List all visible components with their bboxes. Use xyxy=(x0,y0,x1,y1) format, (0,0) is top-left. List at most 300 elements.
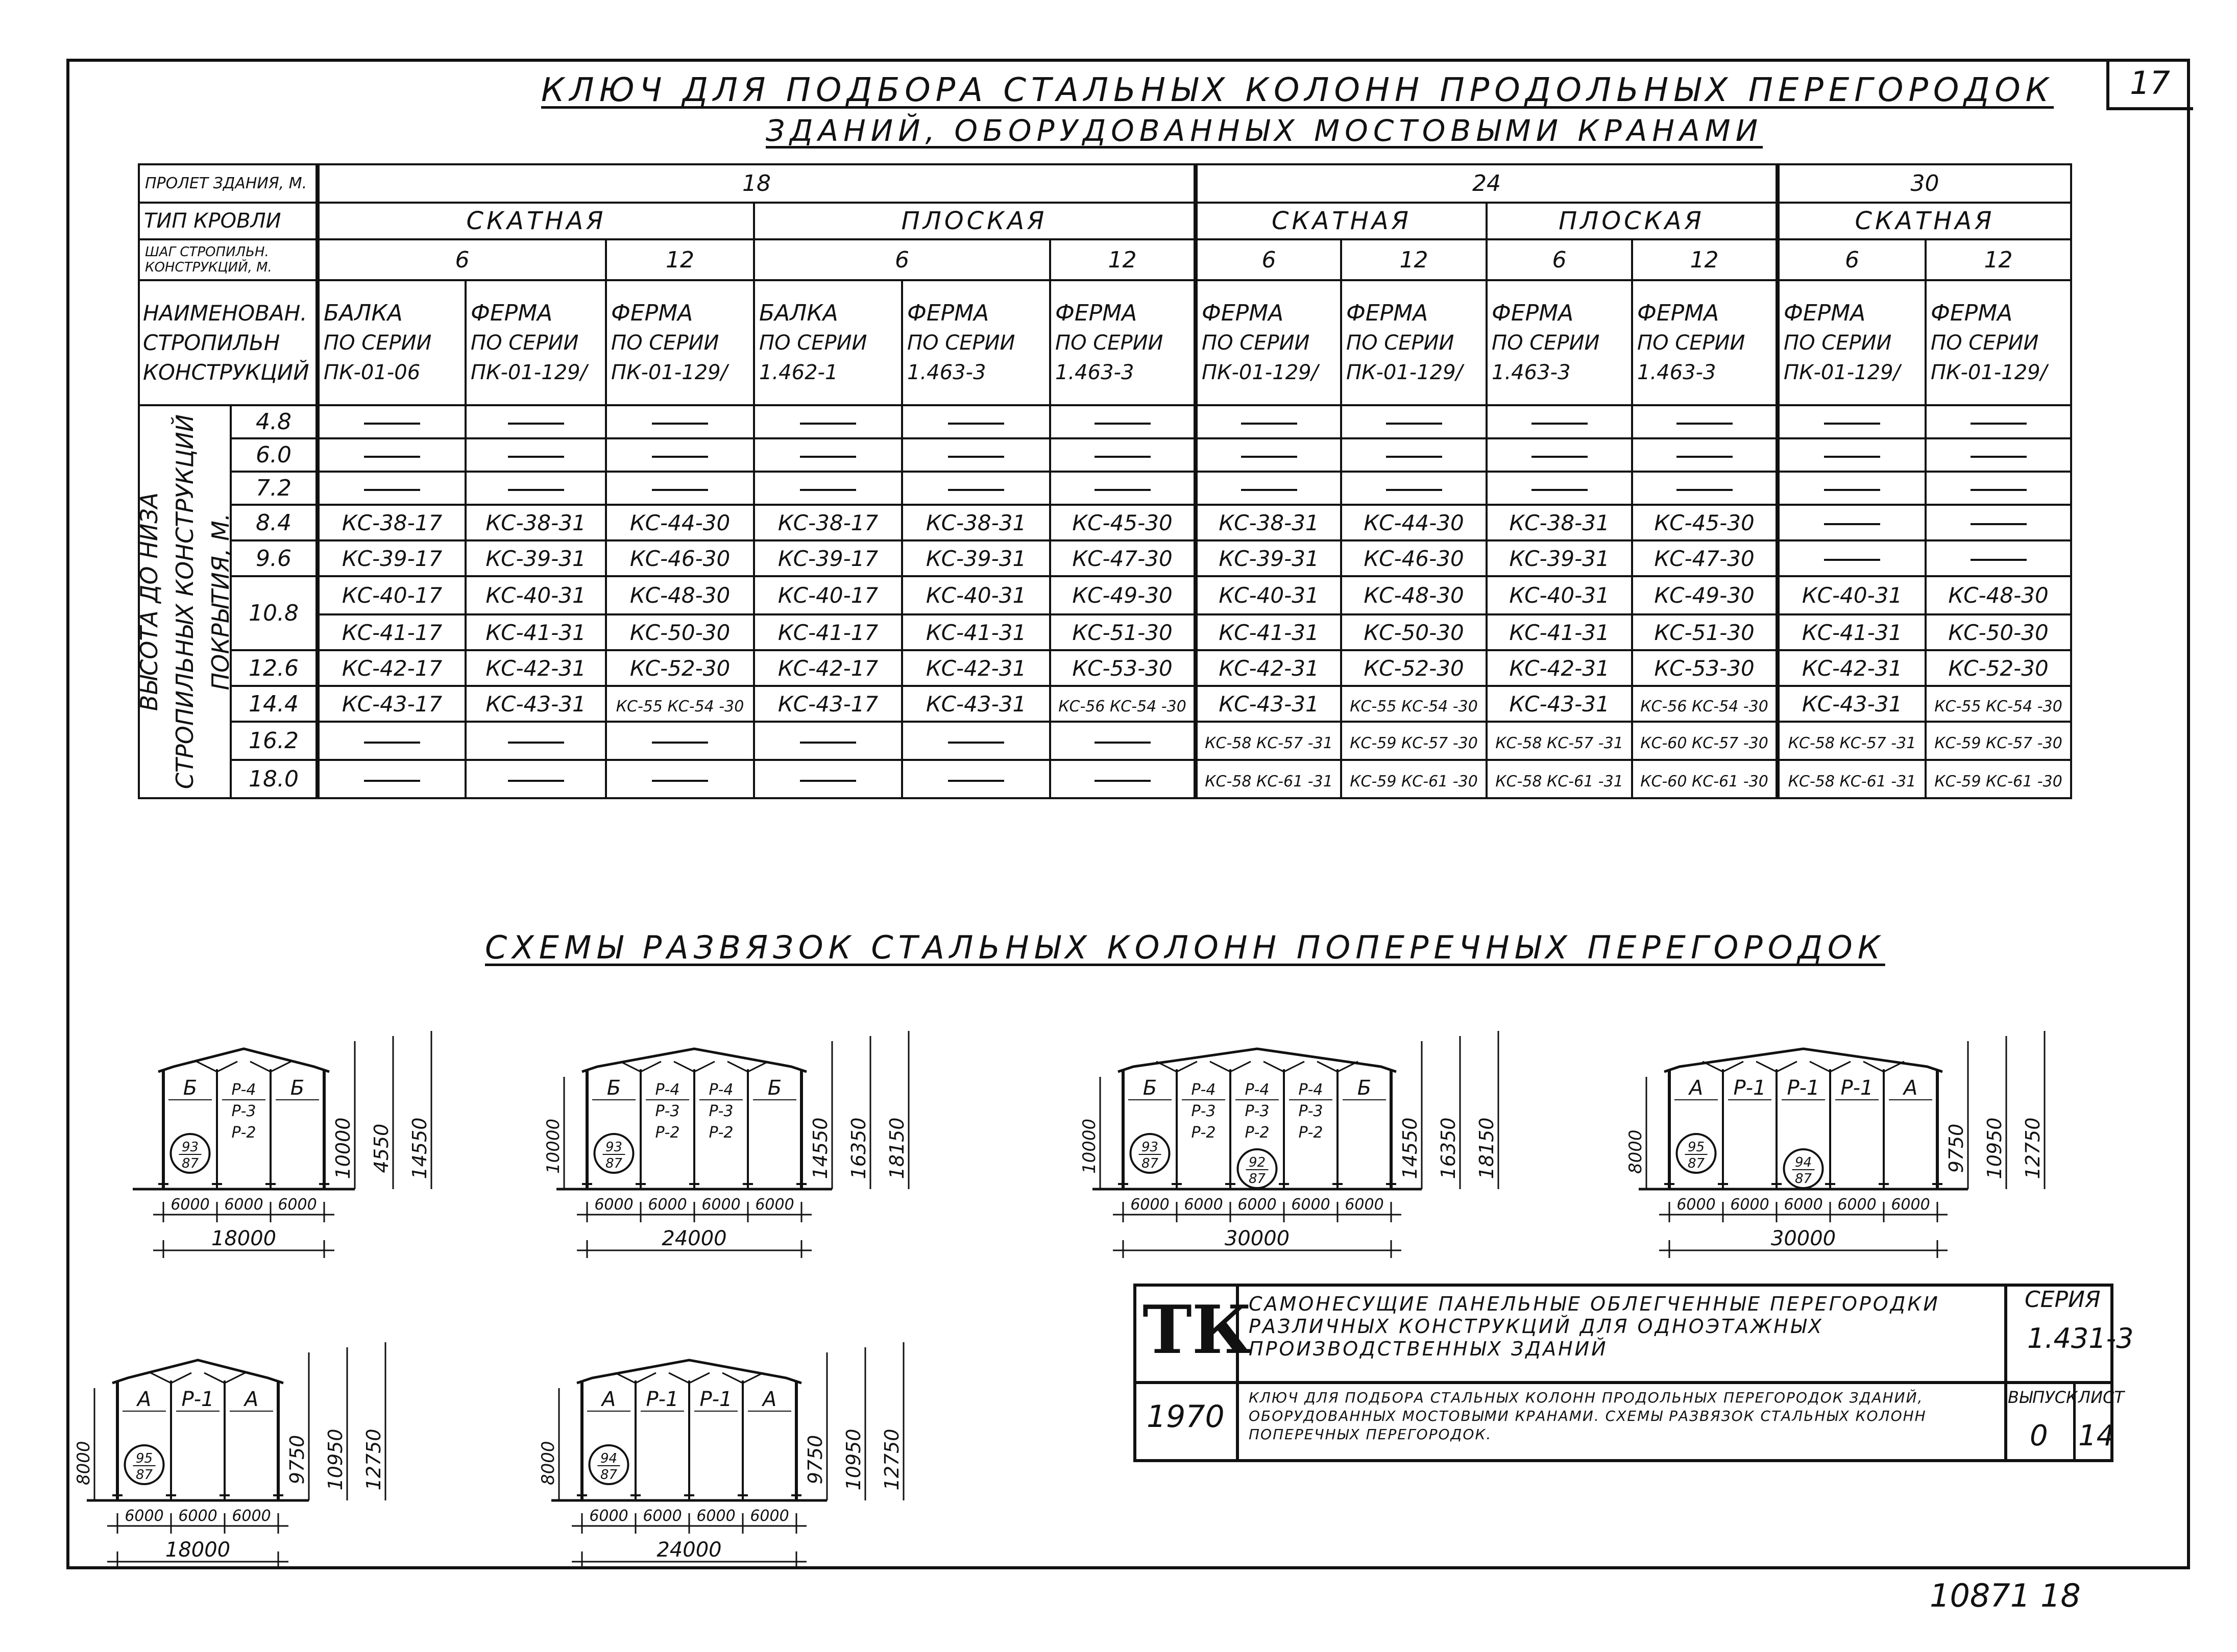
cell-text: КС-58 КС-61 -31 xyxy=(1495,773,1623,791)
cell-text: КС-39-31 xyxy=(485,546,586,571)
table-cell xyxy=(606,614,754,650)
dash-mark xyxy=(508,780,564,782)
left-height-dimension: 10000 xyxy=(1079,1118,1100,1174)
table-cell xyxy=(1487,405,1632,438)
structure-l2: ПО СЕРИИ xyxy=(907,331,1015,355)
dash-mark xyxy=(1386,456,1442,458)
span-label: ПРОЛЕТ ЗДАНИЯ, М. xyxy=(139,164,318,203)
truss-step: 6 xyxy=(1196,239,1341,280)
table-row xyxy=(139,540,2071,576)
dash-mark xyxy=(800,423,856,425)
table-cell xyxy=(1487,505,1632,540)
height-value: 18.0 xyxy=(231,760,318,798)
table-cell xyxy=(754,686,902,722)
cell-text: КС-45-30 xyxy=(1654,510,1755,535)
dash-mark xyxy=(1971,423,2027,425)
cell-text: КС-42-17 xyxy=(342,655,443,681)
table-cell xyxy=(606,505,754,540)
cell-text: КС-44-30 xyxy=(1364,510,1464,535)
cell-text: КС-53-30 xyxy=(1654,655,1755,681)
schemes-title: СХЕМЫ РАЗВЯЗОК СТАЛЬНЫХ КОЛОНН ПОПЕРЕЧНЫХ ПЕРЕГОРОДОК xyxy=(485,929,1885,966)
table-cell xyxy=(902,760,1050,798)
cell-text: КС-60 КС-61 -30 xyxy=(1640,773,1768,791)
table-row xyxy=(139,614,2071,650)
table-cell xyxy=(902,722,1050,760)
table-cell xyxy=(606,438,754,472)
table-cell xyxy=(754,540,902,576)
structure-cell xyxy=(1341,280,1487,405)
structure-l1: БАЛКА xyxy=(324,300,403,326)
structure-l3: ПК-01-129/ xyxy=(1346,360,1463,384)
dash-mark xyxy=(1095,780,1151,782)
cell-text: КС-42-31 xyxy=(1219,655,1319,681)
panel-label: Б xyxy=(1142,1076,1157,1100)
cell-text: КС-40-31 xyxy=(1219,583,1319,608)
height-value: 16.2 xyxy=(231,722,318,760)
panel-label: Р-3 xyxy=(1245,1102,1270,1120)
scheme-diagram xyxy=(536,1332,965,1587)
table-row xyxy=(139,505,2071,540)
cell-text: КС-48-30 xyxy=(1364,583,1464,608)
footer-code: 10871 18 xyxy=(1930,1577,2081,1614)
dash-mark xyxy=(508,456,564,458)
roof-row xyxy=(139,203,2071,239)
bay-dimension: 6000 xyxy=(178,1507,217,1525)
panel-label: Р-1 xyxy=(1733,1076,1766,1100)
cell-text: КС-39-31 xyxy=(926,546,1027,571)
table-cell xyxy=(1778,576,1926,614)
cell-text: КС-53-30 xyxy=(1072,655,1173,681)
dash-mark xyxy=(1095,456,1151,458)
table-cell xyxy=(1341,650,1487,686)
dash-mark xyxy=(508,423,564,425)
bay-dimension: 6000 xyxy=(171,1196,210,1214)
bay-dimension: 6000 xyxy=(755,1196,794,1214)
table-cell xyxy=(1487,686,1632,722)
table-cell xyxy=(1341,405,1487,438)
mark-number: 93 xyxy=(605,1140,623,1155)
panel-label: Р-4 xyxy=(655,1081,680,1099)
table-cell xyxy=(1050,614,1196,650)
table-cell xyxy=(754,438,902,472)
scheme-diagram xyxy=(1077,1021,1560,1276)
cell-text: КС-60 КС-57 -30 xyxy=(1640,734,1768,752)
cell-text: КС-48-30 xyxy=(1948,583,2049,608)
cell-text: КС-42-31 xyxy=(1509,655,1610,681)
structure-l2: ПО СЕРИИ xyxy=(759,331,867,355)
table-cell xyxy=(902,686,1050,722)
height-value: 10.8 xyxy=(231,576,318,650)
table-cell xyxy=(606,405,754,438)
table-cell xyxy=(1196,614,1341,650)
cell-text: КС-52-30 xyxy=(629,655,731,681)
structure-l3: 1.463-3 xyxy=(907,360,986,384)
height-dimension: 12750 xyxy=(362,1428,385,1491)
panel-label: А xyxy=(762,1388,777,1411)
bay-dimension: 6000 xyxy=(1891,1196,1930,1214)
dash-mark xyxy=(1241,423,1297,425)
table-cell xyxy=(1778,614,1926,650)
panel-label: Р-3 xyxy=(655,1102,680,1120)
sheet-value: 14 xyxy=(2078,1419,2115,1452)
panel-label: А xyxy=(601,1388,616,1411)
scheme-diagram xyxy=(1623,1021,2106,1276)
truss-step: 6 xyxy=(1487,239,1632,280)
table-cell xyxy=(318,405,466,438)
mark-number: 87 xyxy=(181,1156,199,1171)
structure-l2: ПО СЕРИИ xyxy=(1202,331,1310,355)
table-cell xyxy=(1341,540,1487,576)
table-cell xyxy=(1632,650,1778,686)
cell-text: КС-40-17 xyxy=(777,583,879,608)
height-dimension: 16350 xyxy=(1437,1117,1460,1179)
bay-dimension: 6000 xyxy=(750,1507,789,1525)
table-cell xyxy=(1341,722,1487,760)
title-block xyxy=(1133,1284,2134,1462)
cell-text: КС-38-17 xyxy=(342,510,443,535)
height-value: 6.0 xyxy=(231,438,318,472)
total-dimension: 24000 xyxy=(656,1538,722,1562)
table-cell xyxy=(902,650,1050,686)
total-dimension: 18000 xyxy=(165,1538,231,1562)
mark-number: 87 xyxy=(1248,1171,1266,1187)
table-cell xyxy=(466,438,606,472)
table-cell xyxy=(1926,576,2071,614)
panel-label: Р-2 xyxy=(231,1124,256,1142)
cell-text: КС-43-31 xyxy=(926,691,1027,717)
height-dimension: 4550 xyxy=(370,1123,393,1173)
left-height-dimension: 10000 xyxy=(543,1118,564,1174)
table-cell xyxy=(1341,760,1487,798)
height-dimension: 18150 xyxy=(886,1117,908,1179)
table-cell xyxy=(1050,540,1196,576)
cell-text: КС-45-30 xyxy=(1072,510,1173,535)
table-cell xyxy=(1926,760,2071,798)
structure-l2: ПО СЕРИИ xyxy=(324,331,432,355)
cell-text: КС-56 КС-54 -30 xyxy=(1640,697,1768,716)
table-cell xyxy=(466,686,606,722)
cell-text: КС-43-31 xyxy=(1219,691,1319,717)
bay-dimension: 6000 xyxy=(1184,1196,1223,1214)
table-cell xyxy=(1196,505,1341,540)
table-cell xyxy=(902,540,1050,576)
mark-number: 95 xyxy=(1687,1140,1705,1155)
table-cell xyxy=(902,576,1050,614)
table-cell xyxy=(1926,686,2071,722)
span-24: 24 xyxy=(1196,164,1778,203)
structure-l1: ФЕРМА xyxy=(1931,300,2013,326)
bay-dimension: 6000 xyxy=(1345,1196,1384,1214)
cell-text: КС-43-31 xyxy=(1509,691,1610,717)
table-cell xyxy=(1341,686,1487,722)
dash-mark xyxy=(364,489,420,491)
cell-text: КС-50-30 xyxy=(1948,620,2049,645)
mark-number: 87 xyxy=(135,1467,153,1483)
structure-l1: БАЛКА xyxy=(759,300,838,326)
mark-number: 94 xyxy=(600,1451,618,1466)
cell-text: КС-58 КС-57 -31 xyxy=(1495,734,1623,752)
table-cell xyxy=(1050,405,1196,438)
structure-l1: ФЕРМА xyxy=(611,300,693,326)
panel-label: Р-2 xyxy=(1245,1124,1270,1142)
structure-cell xyxy=(606,280,754,405)
title-line-2: ЗДАНИЙ, ОБОРУДОВАННЫХ МОСТОВЫМИ КРАНАМИ xyxy=(766,113,1763,148)
mark-number: 87 xyxy=(1141,1156,1159,1171)
dash-mark xyxy=(652,456,708,458)
table-cell xyxy=(606,760,754,798)
structure-cell xyxy=(754,280,902,405)
table-cell xyxy=(1778,438,1926,472)
table-cell xyxy=(318,505,466,540)
page-number-box xyxy=(2106,62,2193,110)
height-dimension: 14550 xyxy=(408,1117,431,1179)
roof-type: СКАТНАЯ xyxy=(318,203,754,239)
table-cell xyxy=(466,614,606,650)
dash-mark xyxy=(1971,489,2027,491)
bay-dimension: 6000 xyxy=(701,1196,741,1214)
dash-mark xyxy=(1095,742,1151,744)
dash-mark xyxy=(1824,423,1880,425)
span-18: 18 xyxy=(318,164,1196,203)
roof-type: ПЛОСКАЯ xyxy=(754,203,1196,239)
table-cell xyxy=(1778,760,1926,798)
table-cell xyxy=(1926,405,2071,438)
cell-text: КС-52-30 xyxy=(1364,655,1464,681)
structure-l1: ФЕРМА xyxy=(1346,300,1428,326)
table-cell xyxy=(902,472,1050,505)
height-dimension: 10950 xyxy=(842,1428,865,1491)
panel-label: Б xyxy=(183,1076,198,1100)
table-cell xyxy=(1632,760,1778,798)
cell-text: КС-42-31 xyxy=(1802,655,1903,681)
table-cell xyxy=(318,760,466,798)
structure-row xyxy=(139,280,2071,405)
structure-cell xyxy=(1778,280,1926,405)
dash-mark xyxy=(1971,559,2027,561)
panel-label: Р-1 xyxy=(1787,1076,1820,1100)
step-row xyxy=(139,239,2071,280)
dash-mark xyxy=(948,489,1004,491)
bay-dimension: 6000 xyxy=(1784,1196,1823,1214)
panel-label: Р-4 xyxy=(231,1081,256,1099)
table-cell xyxy=(754,760,902,798)
dash-mark xyxy=(1241,456,1297,458)
truss-step: 12 xyxy=(1926,239,2071,280)
dash-mark xyxy=(1676,423,1733,425)
bay-dimension: 6000 xyxy=(648,1196,687,1214)
cell-text: КС-42-31 xyxy=(485,655,586,681)
panel-label: Б xyxy=(1357,1076,1372,1100)
table-cell xyxy=(1341,614,1487,650)
cell-text: КС-41-17 xyxy=(777,620,879,645)
page-number: 17 xyxy=(2130,64,2170,102)
structure-cell xyxy=(1487,280,1632,405)
table-cell xyxy=(318,686,466,722)
cell-text: КС-52-30 xyxy=(1948,655,2049,681)
cell-text: КС-42-17 xyxy=(777,655,879,681)
dash-mark xyxy=(364,423,420,425)
cell-text: КС-41-31 xyxy=(485,620,586,645)
table-cell xyxy=(754,576,902,614)
table-cell xyxy=(466,505,606,540)
structure-cell xyxy=(1632,280,1778,405)
cell-text: КС-41-31 xyxy=(926,620,1027,645)
truss-step: 12 xyxy=(1341,239,1487,280)
height-dimension: 14550 xyxy=(809,1117,832,1179)
structure-name-label xyxy=(139,280,318,405)
cell-text: КС-50-30 xyxy=(629,620,731,645)
scheme-diagram xyxy=(117,1021,493,1276)
dash-mark xyxy=(1531,456,1588,458)
table-cell xyxy=(754,505,902,540)
panel-label: Р-1 xyxy=(181,1388,214,1411)
table-row xyxy=(139,686,2071,722)
panel-label: Р-2 xyxy=(709,1124,734,1142)
roof-type-label: ТИП КРОВЛИ xyxy=(139,203,318,239)
table-cell xyxy=(902,438,1050,472)
cell-text: КС-41-31 xyxy=(1219,620,1319,645)
table-cell xyxy=(606,650,754,686)
structure-l2: ПО СЕРИИ xyxy=(1931,331,2039,355)
dash-mark xyxy=(800,780,856,782)
table-cell xyxy=(606,576,754,614)
bay-dimension: 6000 xyxy=(696,1507,736,1525)
cell-text: КС-46-30 xyxy=(1364,546,1464,571)
table-cell xyxy=(318,614,466,650)
dash-mark xyxy=(800,742,856,744)
table-cell xyxy=(1050,686,1196,722)
bay-dimension: 6000 xyxy=(278,1196,317,1214)
height-dimension: 12750 xyxy=(881,1428,903,1491)
table-cell xyxy=(1778,472,1926,505)
height-axis-label xyxy=(135,405,234,798)
table-cell xyxy=(1778,650,1926,686)
table-row xyxy=(139,472,2071,505)
panel-label: Р-3 xyxy=(1191,1102,1216,1120)
dash-mark xyxy=(1971,523,2027,525)
bay-dimension: 6000 xyxy=(125,1507,164,1525)
dash-mark xyxy=(948,456,1004,458)
mark-number: 94 xyxy=(1794,1155,1812,1170)
dash-mark xyxy=(1095,423,1151,425)
cell-text: КС-59 КС-61 -30 xyxy=(1350,773,1478,791)
structure-l2: ПО СЕРИИ xyxy=(1055,331,1163,355)
table-cell xyxy=(1778,405,1926,438)
table-cell xyxy=(1632,540,1778,576)
height-value: 14.4 xyxy=(231,686,318,722)
structure-l2: ПО СЕРИИ xyxy=(1346,331,1454,355)
mark-number: 87 xyxy=(1794,1171,1812,1187)
cell-text: КС-44-30 xyxy=(629,510,731,535)
cell-text: КС-55 КС-54 -30 xyxy=(1934,697,2062,716)
cell-text: КС-55 КС-54 -30 xyxy=(1350,697,1478,716)
left-height-dimension: 8000 xyxy=(74,1441,94,1485)
table-cell xyxy=(318,650,466,686)
scheme-diagram xyxy=(541,1021,970,1276)
table-cell xyxy=(1778,540,1926,576)
truss-step: 6 xyxy=(318,239,606,280)
stamp-year: 1970 xyxy=(1147,1399,1225,1435)
structure-cell xyxy=(1196,280,1341,405)
bay-dimension: 6000 xyxy=(594,1196,634,1214)
table-row xyxy=(139,722,2071,760)
panel-label: Р-1 xyxy=(646,1388,679,1411)
cell-text: КС-46-30 xyxy=(629,546,731,571)
roof-type: СКАТНАЯ xyxy=(1196,203,1487,239)
table-cell xyxy=(1926,722,2071,760)
table-cell xyxy=(1341,472,1487,505)
height-dimension: 16350 xyxy=(847,1117,870,1179)
table-cell xyxy=(1632,686,1778,722)
panel-label: Р-1 xyxy=(699,1388,733,1411)
dash-mark xyxy=(1676,489,1733,491)
cell-text: КС-56 КС-54 -30 xyxy=(1058,697,1186,716)
height-dimension: 12750 xyxy=(2022,1117,2044,1179)
mark-number: 87 xyxy=(600,1467,618,1483)
cell-text: КС-38-31 xyxy=(1219,510,1319,535)
tk-logo: ТК xyxy=(1142,1291,1252,1369)
table-cell xyxy=(606,472,754,505)
cell-text: КС-50-30 xyxy=(1364,620,1464,645)
structure-l2: ПО СЕРИИ xyxy=(1784,331,1892,355)
table-cell xyxy=(1632,614,1778,650)
table-cell xyxy=(754,405,902,438)
table-cell xyxy=(606,722,754,760)
title-line-1: КЛЮЧ ДЛЯ ПОДБОРА СТАЛЬНЫХ КОЛОНН ПРОДОЛЬНЫХ ПЕРЕГОРОДОК xyxy=(541,71,2054,109)
table-cell xyxy=(1341,576,1487,614)
structure-l1: ФЕРМА xyxy=(1492,300,1574,326)
dash-mark xyxy=(1531,489,1588,491)
table-cell xyxy=(1926,650,2071,686)
cell-text: КС-39-17 xyxy=(777,546,879,571)
roof-type: СКАТНАЯ xyxy=(1778,203,2071,239)
cell-text: КС-49-30 xyxy=(1072,583,1173,608)
bay-dimension: 6000 xyxy=(643,1507,682,1525)
height-dimension: 14550 xyxy=(1399,1117,1421,1179)
structure-l1: ФЕРМА xyxy=(1055,300,1137,326)
truss-step: 6 xyxy=(754,239,1050,280)
table-cell xyxy=(1487,760,1632,798)
table-cell xyxy=(1487,650,1632,686)
cell-text: КС-41-31 xyxy=(1509,620,1610,645)
dash-mark xyxy=(364,742,420,744)
bay-dimension: 6000 xyxy=(224,1196,263,1214)
truss-step: 6 xyxy=(1778,239,1926,280)
table-cell xyxy=(318,722,466,760)
table-cell xyxy=(1196,438,1341,472)
mark-number: 95 xyxy=(135,1451,153,1466)
structure-l3: 1.463-3 xyxy=(1637,360,1716,384)
table-cell xyxy=(1926,540,2071,576)
table-cell xyxy=(606,540,754,576)
dash-mark xyxy=(948,780,1004,782)
dash-mark xyxy=(1824,489,1880,491)
scheme-diagram xyxy=(71,1332,447,1587)
table-row xyxy=(139,760,2071,798)
table-cell xyxy=(1926,472,2071,505)
table-cell xyxy=(1926,614,2071,650)
table-cell xyxy=(1632,405,1778,438)
table-cell xyxy=(1632,576,1778,614)
table-cell xyxy=(318,472,466,505)
panel-label: Р-2 xyxy=(1191,1124,1216,1142)
cell-text: КС-40-31 xyxy=(1802,583,1903,608)
dash-mark xyxy=(364,456,420,458)
dash-mark xyxy=(1824,523,1880,525)
cell-text: КС-47-30 xyxy=(1654,546,1755,571)
dash-mark xyxy=(1824,456,1880,458)
height-dimension: 9750 xyxy=(804,1435,826,1485)
